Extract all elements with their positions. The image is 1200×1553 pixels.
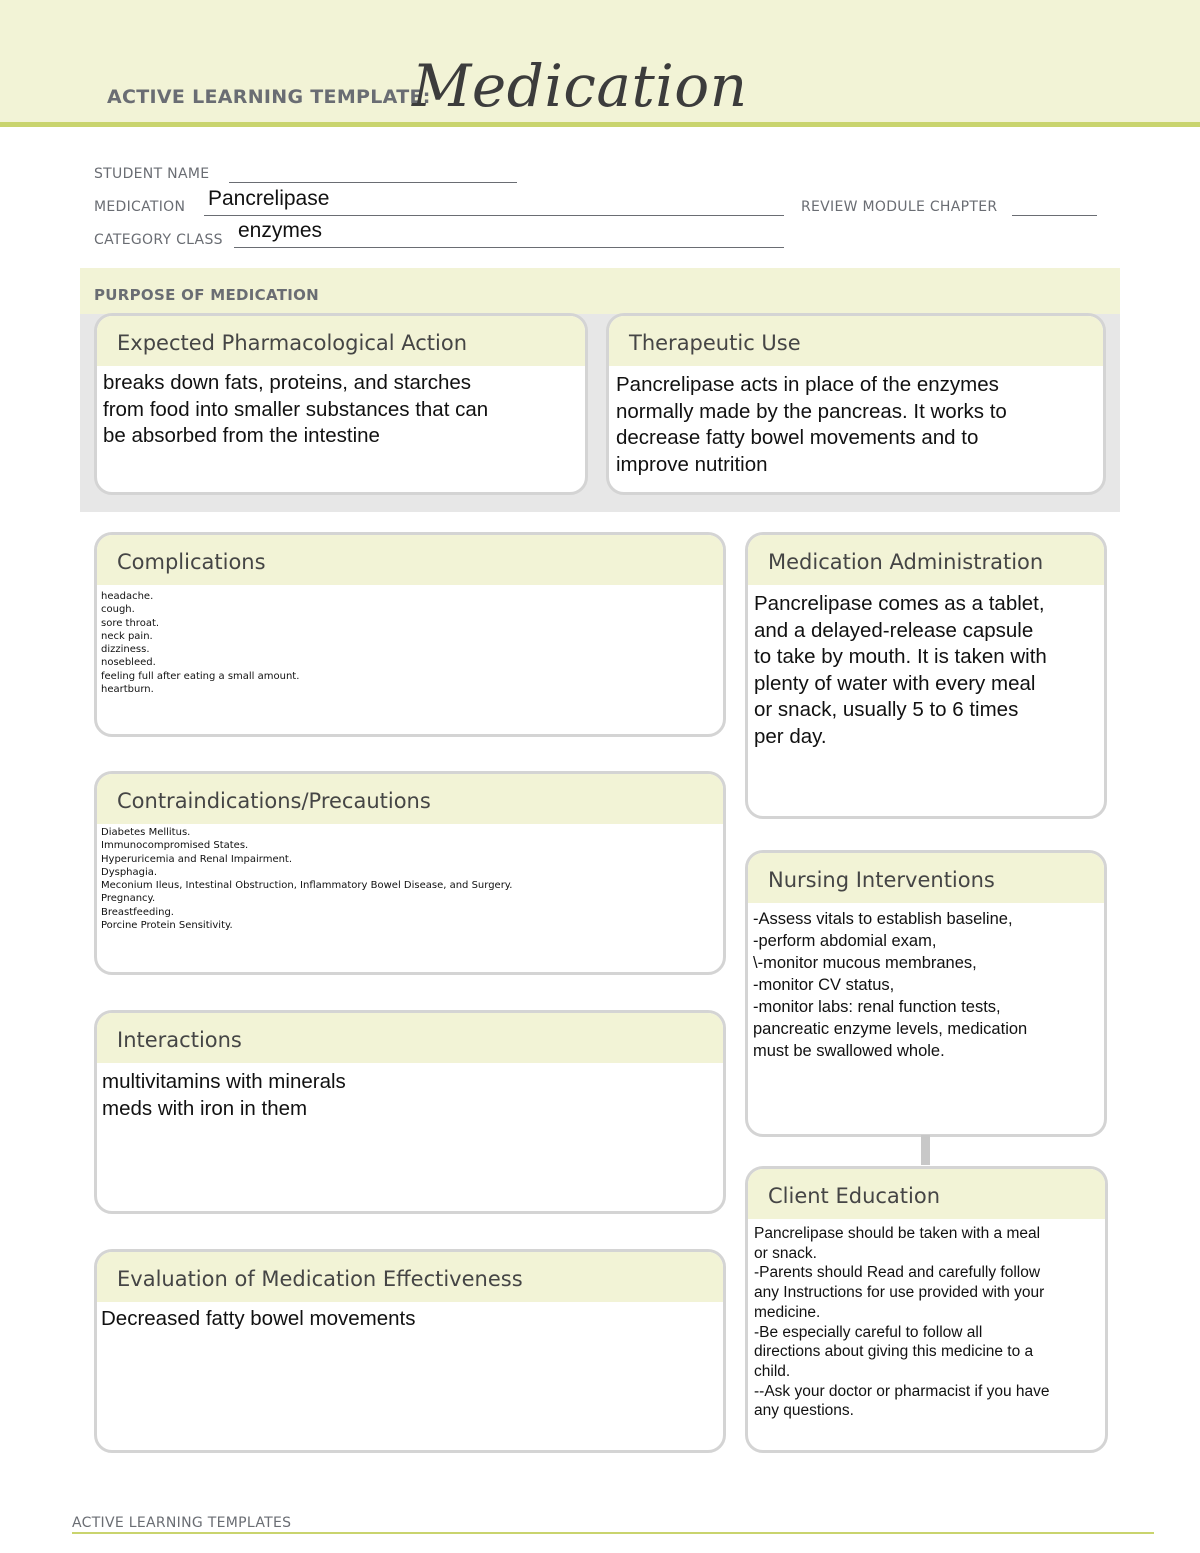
therapeutic-use-title: Therapeutic Use [609, 316, 1103, 366]
footer-label: ACTIVE LEARNING TEMPLATES [72, 1515, 292, 1531]
client-education-card [745, 1166, 1108, 1453]
medication-value: Pancrelipase [208, 187, 330, 210]
therapeutic-use-text[interactable]: Pancrelipase acts in place of the enzymes normally made by the pancreas. It works to decrease fatty bowel movements and to improve nutrition [616, 373, 1007, 476]
expected-action-card [94, 313, 588, 495]
nursing-interventions-card [745, 850, 1107, 1137]
contraindications-card [94, 771, 726, 975]
complications-card [94, 532, 726, 737]
evaluation-title: Evaluation of Medication Effectiveness [97, 1252, 723, 1302]
interactions-text[interactable]: multivitamins with minerals meds with iron in them [102, 1070, 346, 1120]
administration-text[interactable]: Pancrelipase comes as a tablet, and a delayed-release capsule to take by mouth. It is taken with plenty of water with every meal or snack, usually 5 to 6 times per day. [754, 592, 1047, 748]
nursing-interventions-text[interactable]: -Assess vitals to establish baseline, -perform abdomial exam, \-monitor mucous membranes, -monitor CV status, -monitor labs: renal function tests, pancreatic enzyme levels, medication must be swallowed whole. [753, 910, 1028, 1060]
footer-rule [72, 1532, 1154, 1534]
card-connector [921, 1135, 930, 1165]
student-name-field[interactable] [229, 182, 517, 183]
complications-text[interactable]: headache. cough. sore throat. neck pain. dizziness. nosebleed. feeling full after eating a small amount. heartburn. [101, 591, 300, 696]
expected-action-title: Expected Pharmacological Action [97, 316, 585, 366]
client-education-title: Client Education [748, 1169, 1105, 1219]
interactions-title: Interactions [97, 1013, 723, 1063]
evaluation-text[interactable]: Decreased fatty bowel movements [101, 1307, 416, 1330]
medication-field[interactable] [204, 215, 784, 216]
category-class-field[interactable] [234, 247, 784, 248]
category-class-value: enzymes [238, 219, 323, 242]
template-label: ACTIVE LEARNING TEMPLATE: [107, 86, 431, 108]
administration-title: Medication Administration [748, 535, 1104, 585]
complications-title: Complications [97, 535, 723, 585]
category-class-label: CATEGORY CLASS [94, 232, 223, 248]
administration-card [745, 532, 1107, 819]
contraindications-text[interactable]: Diabetes Mellitus. Immunocompromised States. Hyperuricemia and Renal Impairment. Dysphagia. Meconium Ileus, Intestinal Obstruction, Inflammatory Bowel Disease, and Surgery. Pregnancy. Breastfeeding. Porcine Protein Sensitivity. [101, 827, 513, 932]
student-name-label: STUDENT NAME [94, 166, 210, 182]
template-title: Medication [412, 52, 748, 120]
purpose-label: PURPOSE OF MEDICATION [94, 286, 320, 304]
interactions-card [94, 1010, 726, 1214]
expected-action-text[interactable]: breaks down fats, proteins, and starches from food into smaller substances that can be absorbed from the intestine [103, 371, 489, 447]
client-education-text[interactable]: Pancrelipase should be taken with a meal or snack. -Parents should Read and carefully follow any Instructions for use provided with your medicine. -Be especially careful to follow all directions about giving this medicine to a child. --Ask your doctor or pharmacist if you have any questions. [754, 1225, 1050, 1420]
nursing-interventions-title: Nursing Interventions [748, 853, 1104, 903]
evaluation-card [94, 1249, 726, 1453]
header-rule [0, 122, 1200, 127]
review-module-label: REVIEW MODULE CHAPTER [801, 199, 998, 215]
contraindications-title: Contraindications/Precautions [97, 774, 723, 824]
review-module-field[interactable] [1012, 215, 1097, 216]
medication-label: MEDICATION [94, 199, 186, 215]
therapeutic-use-card [606, 313, 1106, 495]
